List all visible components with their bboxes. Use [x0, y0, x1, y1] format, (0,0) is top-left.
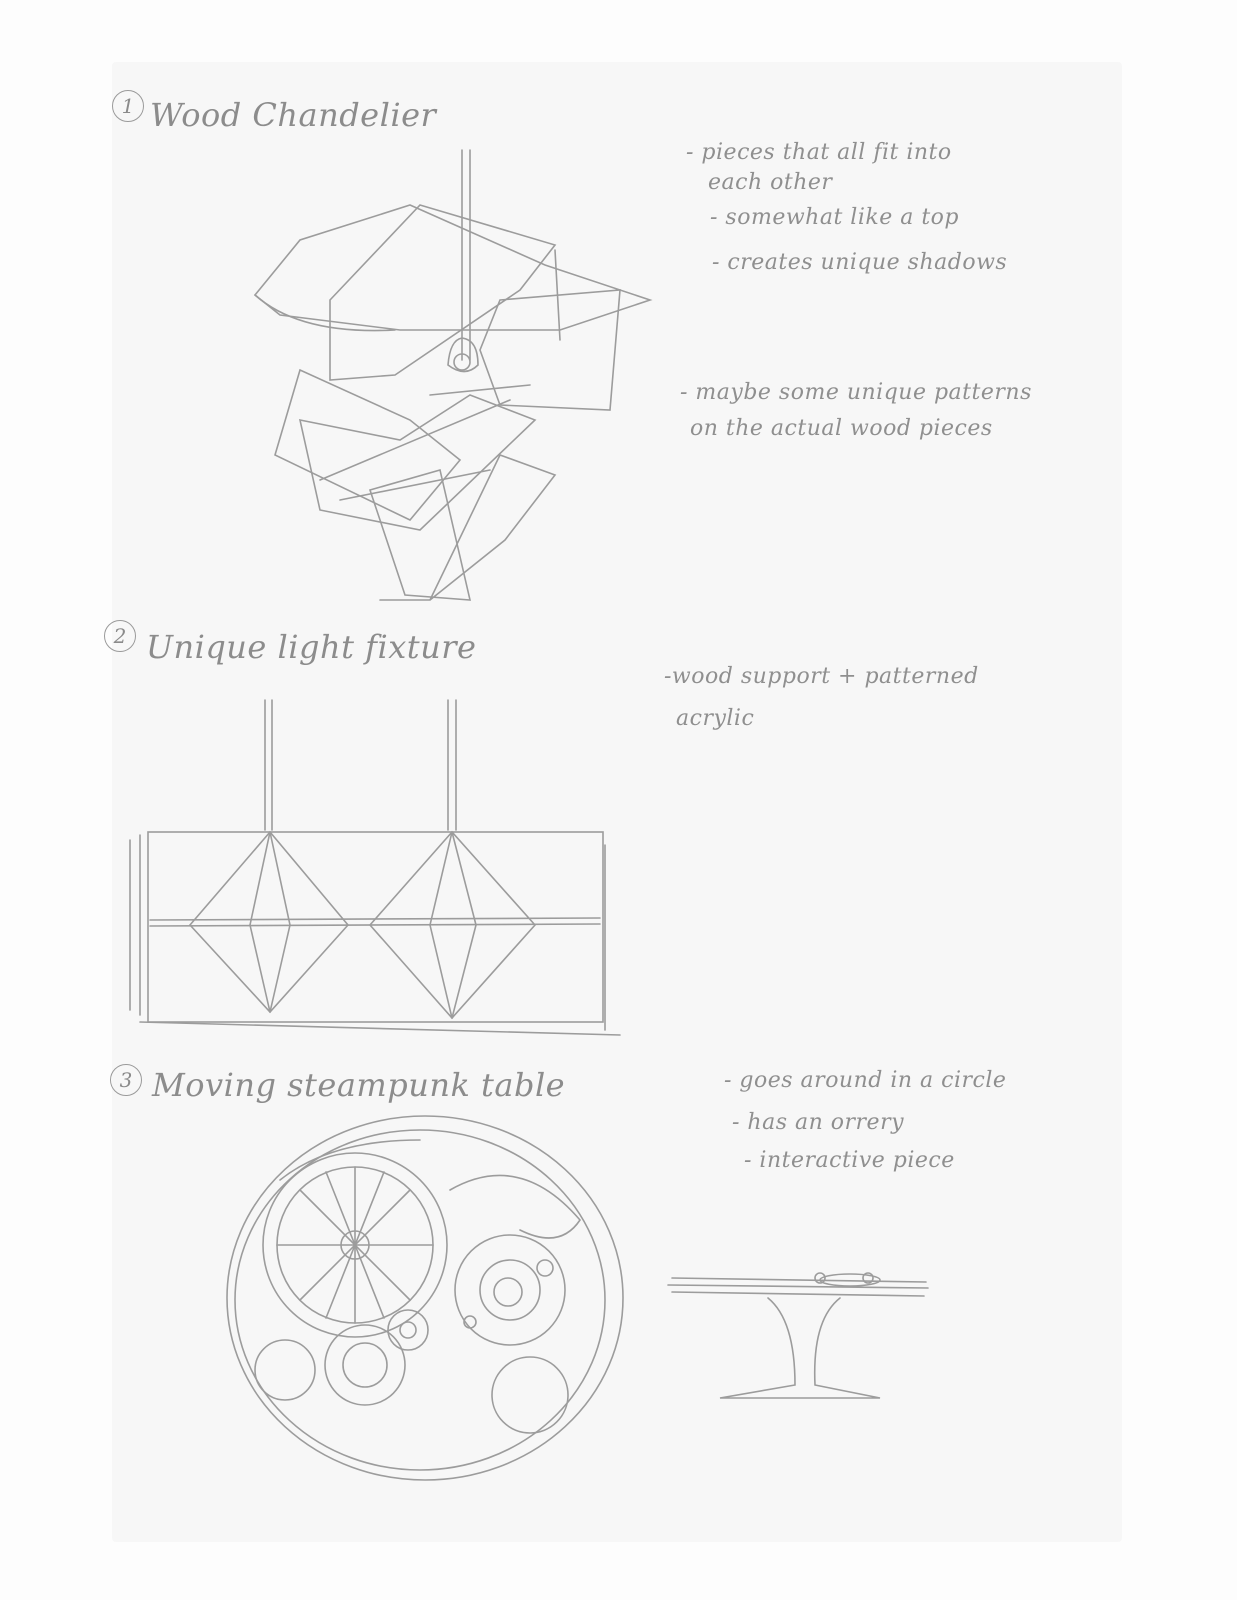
- section-3-title: Moving steampunk table: [152, 1066, 566, 1104]
- section-3-note-3: - interactive piece: [744, 1148, 955, 1173]
- section-3-note-1: - goes around in a circle: [724, 1068, 1007, 1093]
- section-1-note-6: on the actual wood pieces: [690, 416, 993, 441]
- section-1-title: Wood Chandelier: [150, 96, 437, 134]
- section-1-note-2: each other: [708, 170, 833, 195]
- section-2-title: Unique light fixture: [146, 628, 477, 666]
- section-1-note-5: - maybe some unique patterns: [680, 380, 1032, 405]
- section-1-number: 1: [112, 90, 144, 122]
- section-1-note-1: - pieces that all fit into: [686, 140, 952, 165]
- chandelier-sketch: [255, 150, 650, 600]
- section-1-note-3: - somewhat like a top: [710, 205, 959, 230]
- section-3-number: 3: [110, 1064, 142, 1096]
- section-2-number: 2: [104, 620, 136, 652]
- section-3-note-2: - has an orrery: [732, 1110, 905, 1135]
- light-fixture-sketch: [130, 700, 620, 1035]
- steampunk-table-top-sketch: [227, 1116, 623, 1480]
- section-2-note-2: acrylic: [676, 706, 755, 731]
- section-2-note-1: -wood support + patterned: [664, 664, 979, 689]
- section-1-note-4: - creates unique shadows: [712, 250, 1008, 275]
- steampunk-table-side-sketch: [668, 1273, 928, 1398]
